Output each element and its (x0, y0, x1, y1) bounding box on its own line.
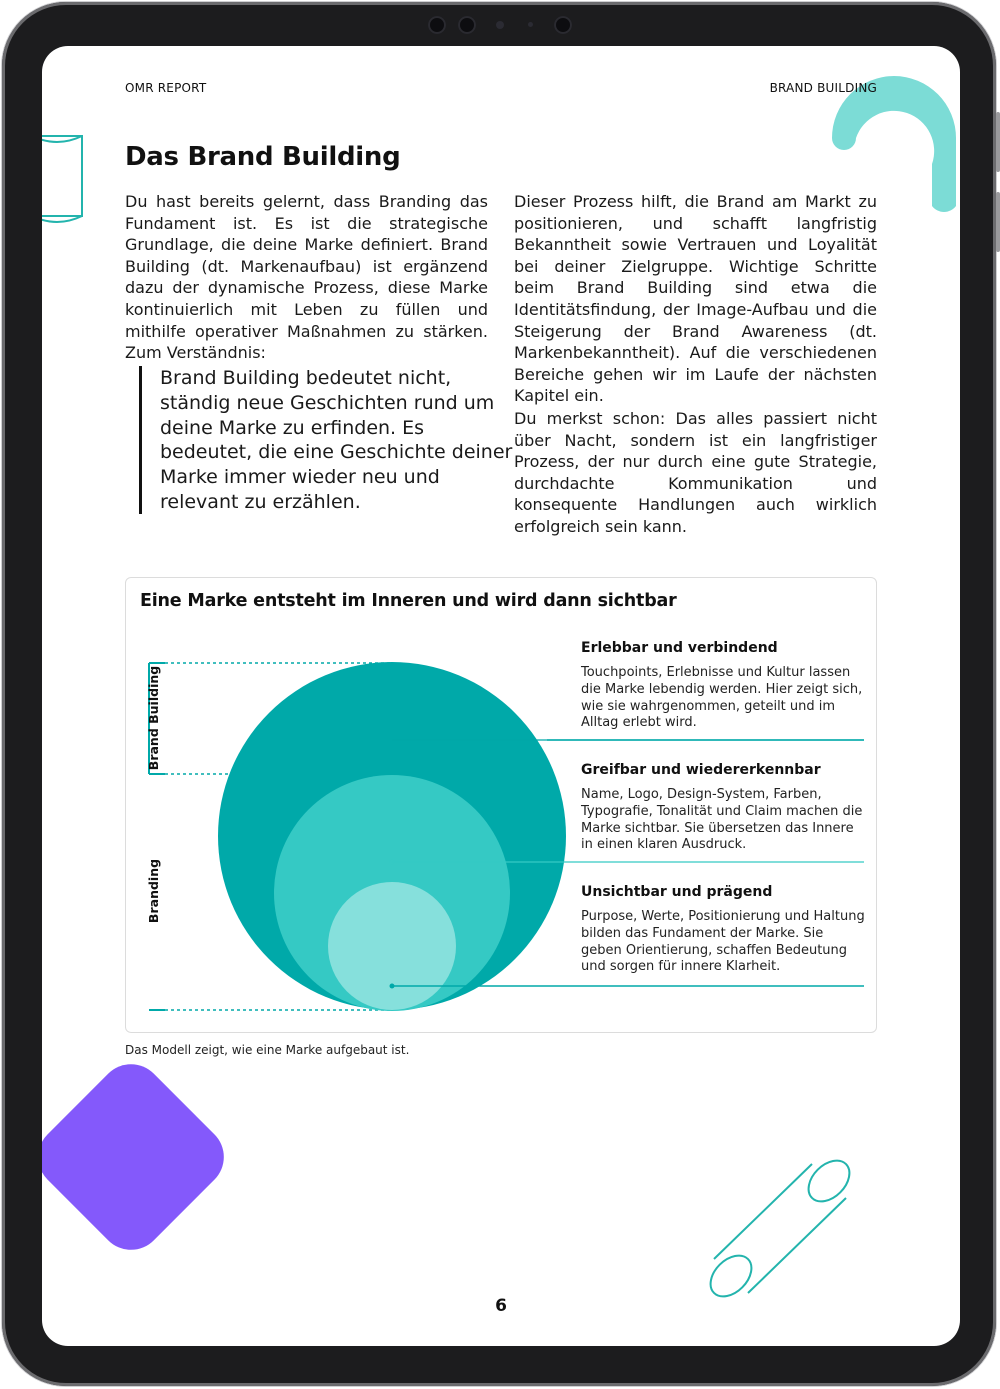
layer-title-inner: Unsichtbar und prägend (581, 884, 773, 900)
layer-desc-outer: Touchpoints, Erlebnisse und Kultur lassen die Marke lebendig werden. Hier zeigt sich, wie sie wahrgenommen, geteilt und im Alltag erlebt wird. (581, 665, 863, 731)
layer-title-middle: Greifbar und wiedererkennbar (581, 762, 821, 778)
page-title: Das Brand Building (125, 142, 401, 172)
body-text-left: Du hast bereits gelernt, dass Branding das Fundament ist. Es ist die strategische Grundlage, die deine Marke definiert. Brand Building (dt. Markenaufbau) ist ergänzend dazu der dynamische Prozess, diese Marke kontinuierlich mit Leben zu füllen und mithilfe operativer Maßnahmen zu stärken. Zum Verständnis: (125, 192, 488, 363)
layer-desc-middle: Name, Logo, Design-System, Farben, Typografie, Tonalität und Claim machen die Marke sichtbar. Sie übersetzen das Innere in einen klaren Ausdruck. (581, 787, 863, 853)
side-button (996, 192, 1000, 252)
side-button (996, 112, 1000, 172)
sensor-dot-icon (496, 21, 504, 29)
header-report-label: OMR REPORT (125, 81, 207, 95)
quote: Brand Building bedeutet nicht, ständig neue Geschichten rund um deine Marke zu erfinden. Es bedeutet, die eine Geschichte deiner Marke immer wieder neu und relevant zu erzählen. (139, 366, 515, 514)
tablet-frame (2, 2, 996, 1386)
diagram-caption: Das Modell zeigt, wie eine Marke aufgebaut ist. (125, 1043, 410, 1057)
camera-lens-icon (554, 16, 572, 34)
label-branding: Branding (146, 858, 161, 924)
page (42, 46, 960, 1346)
header-section-label: BRAND BUILDING (769, 81, 877, 95)
label-brand-building: Brand Building (146, 665, 161, 771)
front-camera-icon (428, 16, 446, 34)
body-text-right-1: Dieser Prozess hilft, die Brand am Markt zu positionieren, und schafft langfristig Bekanntheit sowie Vertrauen und Loyalität bei deiner Zielgruppe. Wichtige Schritte beim Brand Building sind etwa die Identitätsfindung, der Image-Aufbau und die Steigerung der Brand Awareness (dt. Markenbekanntheit). Auf die verschiedenen Bereiche gehen wir im Laufe der nächsten Kapitel ein. (514, 192, 877, 406)
sensor-icon (458, 16, 476, 34)
layer-title-outer: Erlebbar und verbindend (581, 640, 778, 656)
sensor-dot-icon (528, 22, 533, 27)
page-number: 6 (495, 1296, 507, 1316)
diagram-title: Eine Marke entsteht im Inneren und wird dann sichtbar (140, 591, 677, 611)
circle-inner-layer (328, 882, 456, 1010)
body-text-right-2: Du merkst schon: Das alles passiert nicht über Nacht, sondern ist ein langfristiger Prozess, der nur durch eine gute Strategie, durchdachte Kommunikation und konsequente Handlungen auch wirklich erfolgreich sein kann. (514, 409, 877, 536)
layer-desc-inner: Purpose, Werte, Positionierung und Haltung bilden das Fundament der Marke. Sie geben Orientierung, schaffen Bedeutung und sorgen für innere Klarheit. (581, 909, 865, 975)
